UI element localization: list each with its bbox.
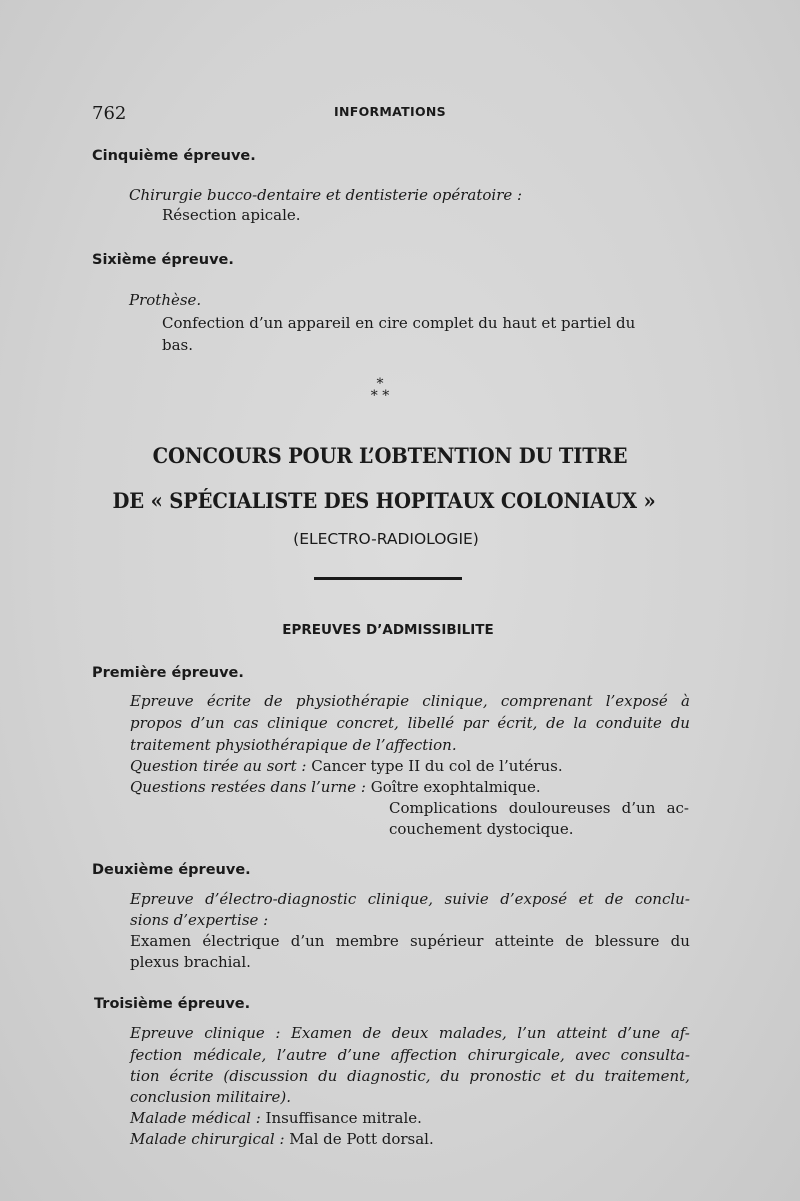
word: atteint [556, 1024, 608, 1042]
word: et [578, 890, 594, 908]
word: cas [233, 714, 259, 732]
separator-stars-bottom: * * [370, 388, 390, 404]
word: af- [670, 1024, 690, 1042]
first-exam-remaining [130, 778, 541, 796]
word: concret, [336, 714, 399, 732]
word: écrite [206, 692, 251, 710]
page-number: 762 [92, 103, 127, 124]
word: blessure [595, 932, 660, 950]
word: du [670, 932, 690, 950]
word: la [573, 714, 588, 732]
word: supérieur [409, 932, 484, 950]
word: de [604, 890, 624, 908]
word: fection [130, 1046, 183, 1064]
word: à [681, 692, 690, 710]
third-exam-heading: Troisième épreuve. [94, 996, 251, 1012]
word: chirurgicale, [467, 1046, 565, 1064]
third-exam-medical [130, 1109, 422, 1127]
second-exam-exam-line1 [130, 932, 690, 950]
third-exam-desc-line3 [130, 1067, 690, 1085]
fifth-exam-topic: Résection apicale. [162, 206, 301, 224]
word: d’électro-diagnostic [205, 890, 357, 908]
word: d’un [190, 714, 225, 732]
title-line2: DE « SPÉCIALISTE DES HOPITAUX COLONIAUX » [112, 488, 656, 513]
word: de [565, 932, 584, 950]
word: de [264, 692, 283, 710]
word: du [575, 1067, 595, 1085]
word: clinique, [367, 890, 434, 908]
word: l’un [517, 1024, 547, 1042]
word: physiothérapie [295, 692, 410, 710]
first-exam-question [130, 757, 563, 775]
question-value: Cancer type II du col de l’utérus. [306, 757, 563, 775]
question-label: Question tirée au sort : [130, 757, 307, 775]
word: du [318, 1067, 338, 1085]
fifth-exam-heading: Cinquième épreuve. [92, 148, 256, 164]
word: d’une [617, 1024, 661, 1042]
second-exam-desc-line2: sions d’expertise : [130, 911, 269, 929]
word: atteinte [494, 932, 554, 950]
sixth-exam-topic-line2: bas. [162, 336, 194, 354]
medical-label: Malade médical : [130, 1109, 261, 1127]
word: propos [130, 714, 183, 732]
word: pronostic [469, 1067, 541, 1085]
medical-value: Insuffisance mitrale. [260, 1109, 422, 1127]
first-exam-desc-line1 [130, 692, 690, 710]
word: clinique [267, 714, 328, 732]
first-exam-desc-line2 [130, 714, 690, 732]
remaining-value: Goître exophtalmique. [365, 778, 541, 796]
word: l’autre [276, 1046, 328, 1064]
first-exam-heading: Première épreuve. [92, 665, 244, 681]
separator-stars-top: * [376, 376, 384, 392]
word: clinique, [422, 692, 488, 710]
third-exam-surgical [130, 1130, 434, 1148]
word: libellé [407, 714, 455, 732]
running-title: INFORMATIONS [334, 104, 446, 119]
second-exam-heading: Deuxième épreuve. [92, 862, 251, 878]
word: par [462, 714, 489, 732]
second-exam-desc-line1 [130, 890, 690, 908]
third-exam-desc-line1 [130, 1024, 690, 1042]
word: conclu- [634, 890, 690, 908]
title-line3: (ELECTRO-RADIOLOGIE) [293, 530, 479, 548]
sixth-exam-topic-line1: Confection d’un appareil en cire complet du haut et partiel du [162, 314, 636, 332]
first-exam-desc-line3: traitement physiothérapique de l’affection. [130, 736, 457, 754]
word: clinique [204, 1024, 265, 1042]
word: comprenant [500, 692, 593, 710]
surgical-label: Malade chirurgical : [130, 1130, 285, 1148]
word: membre [335, 932, 399, 950]
title-line1: CONCOURS POUR L’OBTENTION DU TITRE [152, 443, 628, 468]
word: Complications [389, 799, 498, 817]
word: du [440, 1067, 460, 1085]
word: Epreuve [130, 890, 194, 908]
title-rule [314, 577, 462, 580]
word: Epreuve [130, 1024, 194, 1042]
word: d’un [621, 799, 656, 817]
first-exam-remaining-line2 [389, 799, 689, 817]
word: malades, [438, 1024, 507, 1042]
word: avec [575, 1046, 611, 1064]
word: d’une [337, 1046, 381, 1064]
word: de [546, 714, 565, 732]
word: deux [391, 1024, 429, 1042]
word: ac- [666, 799, 689, 817]
word: consulta- [620, 1046, 690, 1064]
word: tion [130, 1067, 160, 1085]
word: affection [390, 1046, 458, 1064]
third-exam-desc-line2 [130, 1046, 690, 1064]
word: : [275, 1024, 281, 1042]
word: d’un [290, 932, 325, 950]
word: suivie [444, 890, 489, 908]
word: l’exposé [605, 692, 668, 710]
word: Examen [130, 932, 192, 950]
word: Epreuve [130, 692, 194, 710]
sixth-exam-heading: Sixième épreuve. [92, 252, 234, 268]
fifth-exam-subject: Chirurgie bucco-dentaire et dentisterie opératoire : [129, 186, 523, 204]
word: diagnostic, [347, 1067, 431, 1085]
word: (discussion [223, 1067, 309, 1085]
second-exam-exam-line2: plexus brachial. [130, 953, 251, 971]
first-exam-remaining-line3: couchement dystocique. [389, 820, 574, 838]
word: médicale, [192, 1046, 267, 1064]
word: écrit, [497, 714, 538, 732]
sixth-exam-subject: Prothèse. [129, 291, 202, 309]
word: conduite [595, 714, 662, 732]
word: électrique [202, 932, 280, 950]
word: d’exposé [500, 890, 568, 908]
word: et [550, 1067, 566, 1085]
admissibility-heading: EPREUVES D’ADMISSIBILITE [282, 622, 494, 638]
word: écrite [169, 1067, 214, 1085]
word: de [362, 1024, 382, 1042]
word: traitement, [604, 1067, 690, 1085]
remaining-label: Questions restées dans l’urne : [130, 778, 366, 796]
third-exam-desc-line4: conclusion militaire). [130, 1088, 291, 1106]
surgical-value: Mal de Pott dorsal. [284, 1130, 434, 1148]
word: du [670, 714, 690, 732]
word: Examen [290, 1024, 353, 1042]
word: douloureuses [508, 799, 611, 817]
